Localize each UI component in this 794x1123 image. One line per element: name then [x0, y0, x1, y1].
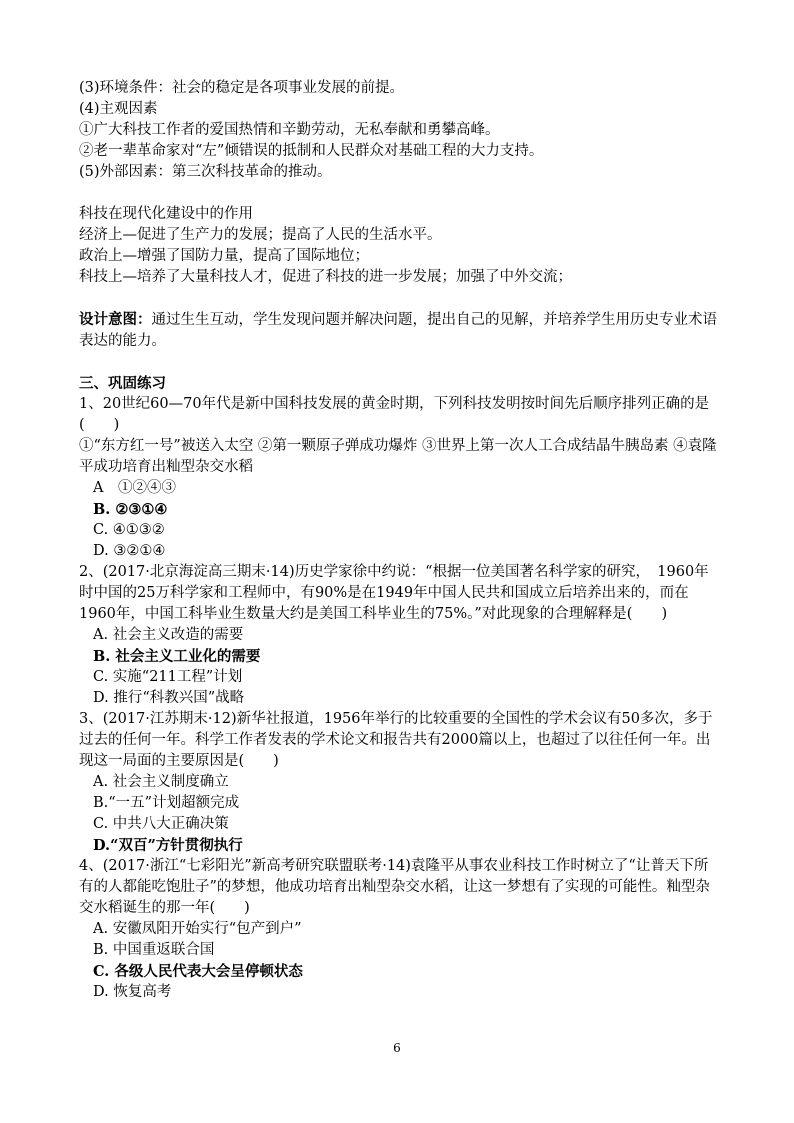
text-line: ②老一辈革命家对“左”倾错误的抵制和人民群众对基础工程的大力支持。	[79, 143, 544, 159]
question-4	[79, 856, 719, 1003]
option-b: B. 中国重返联合国	[93, 942, 215, 958]
document-body	[79, 78, 719, 1003]
question-extra: ①“东方红一号”被送入太空 ②第一颗原子弹成功爆炸 ③世界上第一次人工合成结晶牛胰岛素 ④袁隆平成功培育出籼型杂交水稻	[79, 438, 717, 475]
question-stem: 4、(2017·浙江“七彩阳光”新高考研究联盟联考·14)袁隆平从事农业科技工作时树立了“让普天下所有的人都能吃饱肚子”的梦想，他成功培育出籼型杂交水稻，让这一梦想有了实现的可能性。籼型杂交水稻诞生的那一年( )	[79, 858, 710, 916]
question-stem: 2、(2017·北京海淀高三期末·14)历史学家徐中约说：“根据一位美国著名科学家的研究， 1960年时中国的25万科学家和工程师中，有90%是在1949年中国人民共和国成立后培养出来的，而在1960年，中国工科毕业生数量大约是美国工科毕业生的75%。”对此现象的合理解释是( )	[79, 564, 709, 622]
role-section	[79, 204, 719, 288]
option-b: B. ②③①④	[93, 501, 168, 518]
question-stem: 3、(2017·江苏期末·12)新华社报道，1956年举行的比较重要的全国性的学术会议有50多次，多于过去的任何一年。科学工作者发表的学术论文和报告共有2000篇以上，也超过了以往任何一年。出现这一局面的主要原因是( )	[79, 711, 713, 769]
option-d: D. ③②①④	[93, 543, 166, 559]
text-line: (5)外部因素：第三次科技革命的推动。	[79, 164, 332, 180]
option-d: D.“双百”方针贯彻执行	[93, 837, 243, 854]
question-2	[79, 562, 719, 709]
option-a: A. 社会主义改造的需要	[93, 627, 244, 643]
option-a: A. 安徽凤阳开始实行“包产到户”	[93, 921, 302, 937]
option-d: D. 推行“科教兴国”战略	[93, 690, 245, 706]
option-b: B.“一五”计划超额完成	[93, 795, 240, 811]
question-stem: 1、20世纪60—70年代是新中国科技发展的黄金时期，下列科技发明按时间先后顺序排列正确的是( )	[79, 396, 710, 433]
design-intent-label: 设计意图：	[79, 311, 152, 328]
exercise-heading: 三、巩固练习	[79, 375, 166, 392]
question-3	[79, 709, 719, 856]
option-b: B. 社会主义工业化的需要	[93, 648, 261, 665]
text-line: 科技在现代化建设中的作用	[79, 206, 253, 222]
option-c: C. ④①③②	[93, 522, 165, 538]
text-line: (4)主观因素	[79, 101, 158, 117]
factors-section	[79, 78, 719, 183]
question-1	[79, 394, 719, 562]
text-line: 经济上—促进了生产力的发展；提高了人民的生活水平。	[79, 227, 442, 243]
text-line: ①广大科技工作者的爱国热情和辛勤劳动，无私奉献和勇攀高峰。	[79, 122, 500, 138]
page-number: 6	[393, 1041, 401, 1055]
design-intent	[79, 309, 719, 352]
text-line: 科技上—培养了大量科技人才，促进了科技的进一步发展；加强了中外交流；	[79, 269, 572, 285]
text-line: (3)环境条件：社会的稳定是各项事业发展的前提。	[79, 80, 405, 96]
text-line: 政治上—增强了国防力量，提高了国际地位；	[79, 248, 369, 264]
option-a: A ①②④③	[93, 480, 176, 496]
design-intent-text: 通过生生互动，学生发现问题并解决问题，提出自己的见解，并培养学生用历史专业术语表达的能力。	[79, 312, 717, 349]
option-d: D. 恢复高考	[93, 984, 172, 1000]
option-c: C. 中共八大正确决策	[93, 816, 229, 832]
option-c: C. 各级人民代表大会呈停顿状态	[93, 963, 303, 980]
option-a: A. 社会主义制度确立	[93, 774, 229, 790]
option-c: C. 实施“211工程”计划	[93, 669, 243, 685]
